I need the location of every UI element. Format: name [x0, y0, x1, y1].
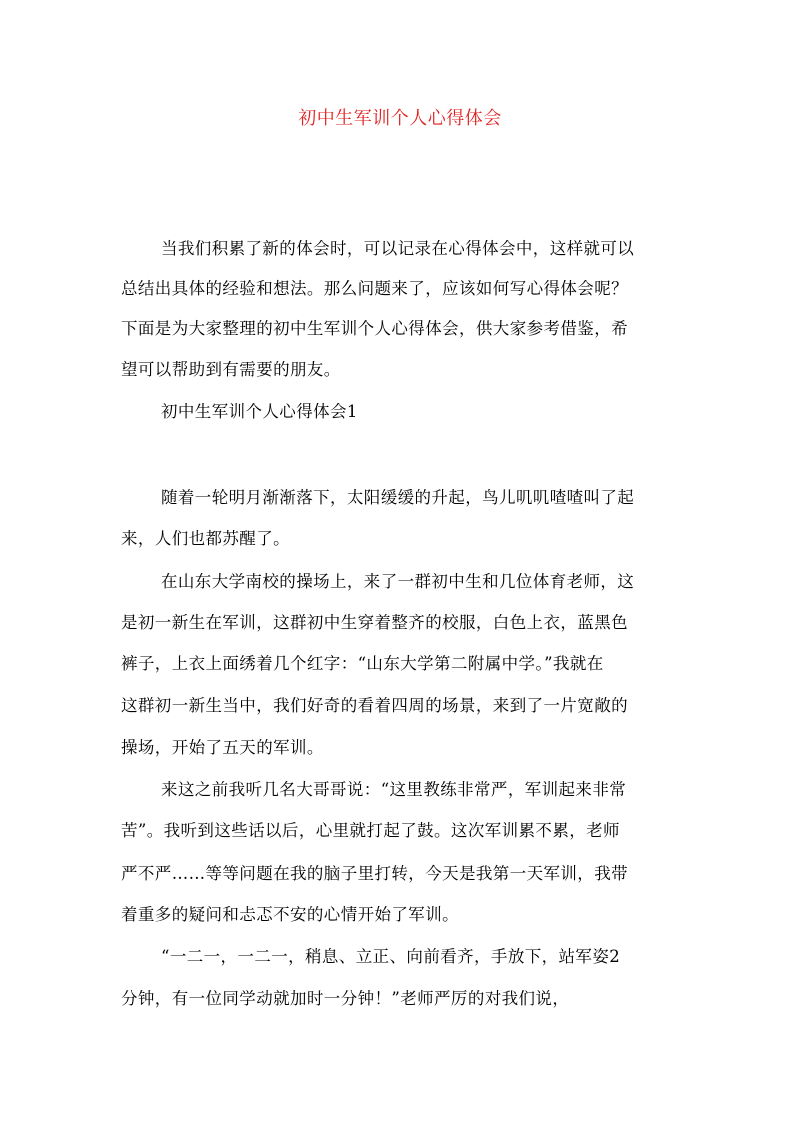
paragraph-line: 在山东大学南校的操场上，来了一群初中生和几位体育老师，这 — [161, 572, 635, 591]
paragraph-line: “一二一，一二一，稍息、立正、向前看齐，手放下，站军姿2 — [161, 947, 621, 966]
paragraph-line: 来，人们也都苏醒了。 — [121, 529, 290, 548]
document-title: 初中生军训个人心得体会 — [298, 108, 502, 129]
paragraph-line: 望可以帮助到有需要的朋友。 — [121, 360, 341, 379]
paragraph-line: 这群初一新生当中，我们好奇的看着四周的场景，来到了一片宽敞的 — [121, 696, 628, 715]
paragraph-line: 裤子，上衣上面绣着几个红字：“山东大学第二附属中学。”我就在 — [121, 654, 604, 673]
paragraph-line: 来这之前我听几名大哥哥说：“这里教练非常严，军训起来非常 — [161, 780, 627, 799]
paragraph-line: 总结出具体的经验和想法。那么问题来了，应该如何写心得体会呢？ — [121, 279, 628, 298]
paragraph-line: 随着一轮明月渐渐落下，太阳缓缓的升起，鸟儿叽叽喳喳叫了起 — [161, 488, 635, 507]
paragraph-line: 操场，开始了五天的军训。 — [121, 738, 324, 757]
paragraph-line: 当我们积累了新的体会时，可以记录在心得体会中，这样就可以 — [161, 239, 635, 258]
paragraph-line: 苦”。我听到这些话以后，心里就打起了鼓。这次军训累不累，老师 — [121, 821, 620, 840]
paragraph-line: 分钟，有一位同学动就加时一分钟！”老师严厉的对我们说， — [121, 989, 570, 1008]
section-heading: 初中生军训个人心得体会1 — [161, 402, 358, 421]
paragraph-line: 严不严……等等问题在我的脑子里打转，今天是我第一天军训，我带 — [121, 864, 628, 883]
paragraph-line: 着重多的疑问和忐忑不安的心情开始了军训。 — [121, 905, 459, 924]
paragraph-line: 是初一新生在军训，这群初中生穿着整齐的校服，白色上衣，蓝黑色 — [121, 613, 628, 632]
paragraph-line: 下面是为大家整理的初中生军训个人心得体会，供大家参考借鉴，希 — [121, 319, 628, 338]
